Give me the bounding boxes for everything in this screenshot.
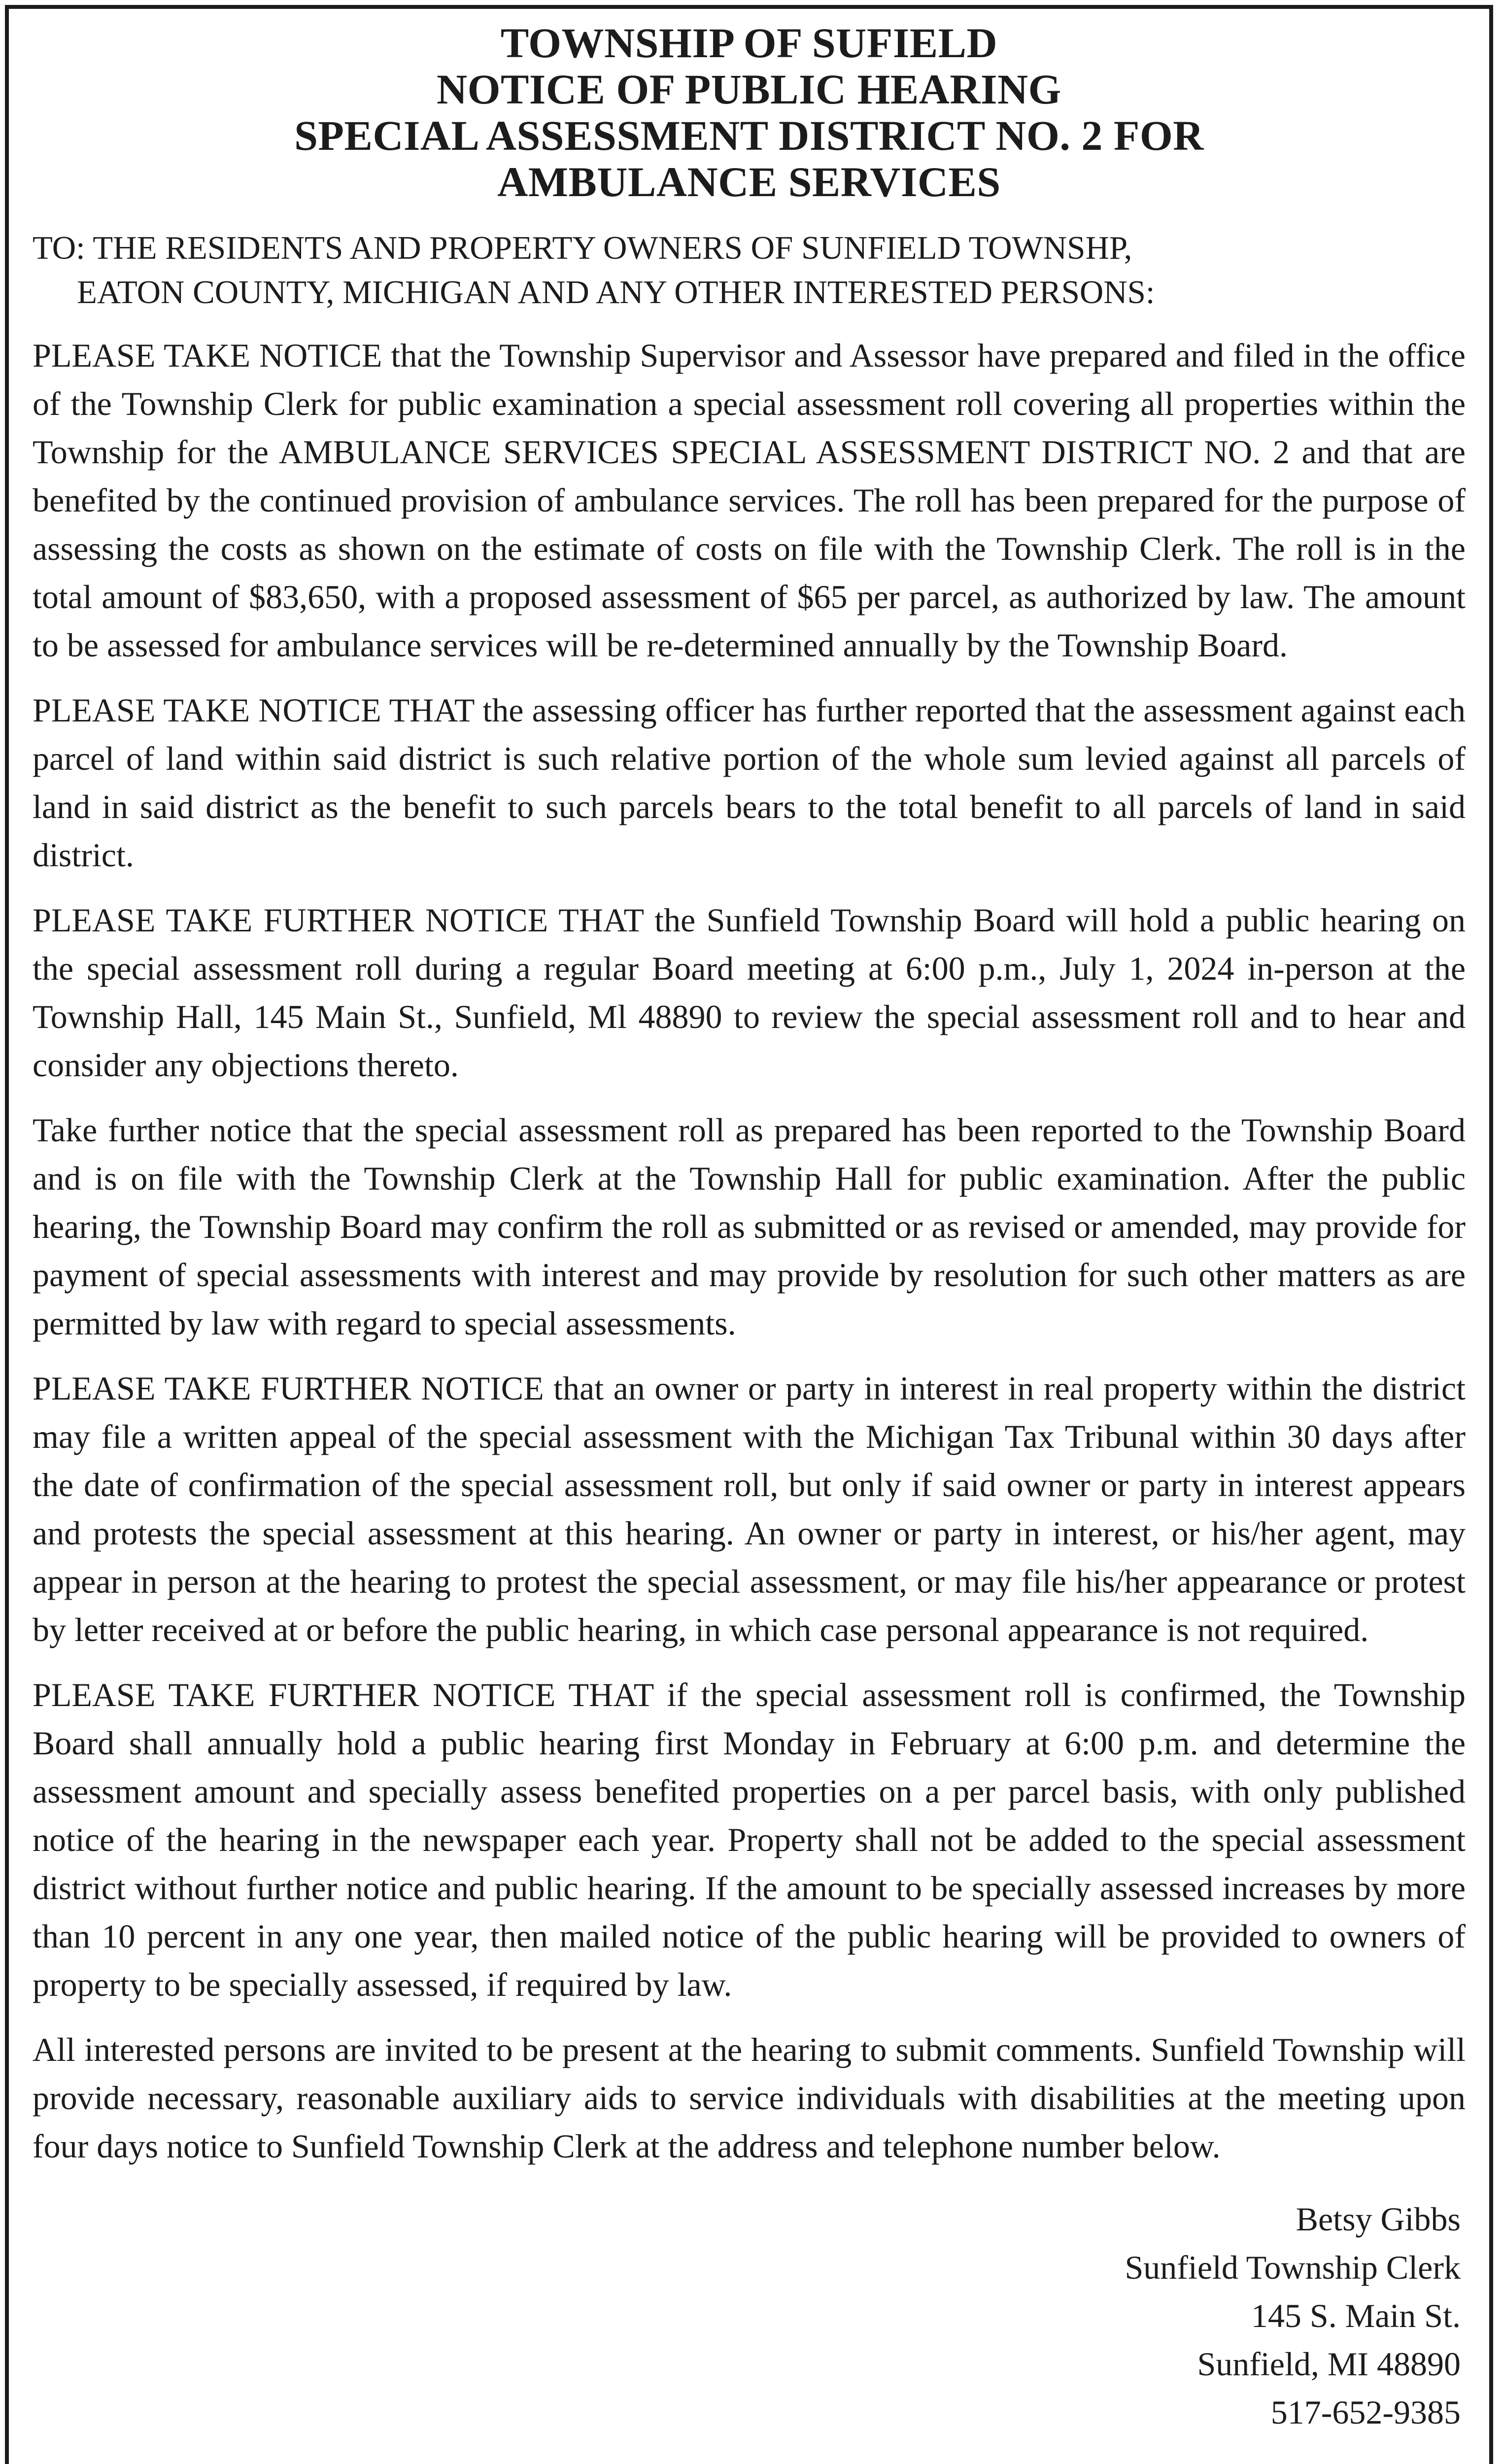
notice-paragraph: PLEASE TAKE FURTHER NOTICE that an owner or party in interest in real property within the district may file a written appeal of the special assessment with the Michigan Tax Tribunal within 30 days after the date of confirmation of the special assessment roll, but only if said owner or party in interest appears and protests the special assessment at this hearing. An owner or party in interest, or his/her agent, may appear in person at the hearing to protest the special assessment, or may file his/her appearance or protest by letter received at or before the public hearing, in which case personal appearance is not required.: [33, 1369, 1466, 1648]
signature-name: Betsy Gibbs: [1296, 2200, 1461, 2238]
public-notice: [5, 5, 1493, 2464]
title-line: AMBULANCE SERVICES: [497, 158, 1001, 205]
signature-street: 145 S. Main St.: [1251, 2297, 1461, 2334]
addressee-line: TO: THE RESIDENTS AND PROPERTY OWNERS OF SUNFIELD TOWNSHP,: [33, 230, 1132, 266]
addressee: [33, 226, 1466, 314]
notice-paragraph: PLEASE TAKE FURTHER NOTICE THAT if the special assessment roll is confirmed, the Township Board shall annually hold a public hearing first Monday in February at 6:00 p.m. and determine the assessment amount and specially assess benefited properties on a per parcel basis, with only published notice of the hearing in the newspaper each year. Property shall not be added to the special assessment district without further notice and public hearing. If the amount to be specially assessed increases by more than 10 percent in any one year, then mailed notice of the public hearing will be provided to owners of property to be specially assessed, if required by law.: [33, 1676, 1466, 2003]
notice-title: [9, 20, 1489, 205]
notice-paragraph: All interested persons are invited to be present at the hearing to submit comments. Sunfield Township will provide necessary, reasonable auxiliary aids to service individuals with disabilities at the meeting upon four days notice to Sunfield Township Clerk at the address and telephone number below.: [33, 2031, 1466, 2165]
signature-phone: 517-652-9385: [1270, 2394, 1461, 2431]
signature-city: Sunfield, MI 48890: [1197, 2345, 1461, 2383]
title-line: SPECIAL ASSESSMENT DISTRICT NO. 2 FOR: [294, 112, 1204, 159]
notice-paragraph: PLEASE TAKE FURTHER NOTICE THAT the Sunfield Township Board will hold a public hearing on the special assessment roll during a regular Board meeting at 6:00 p.m., July 1, 2024 in-person at the Township Hall, 145 Main St., Sunfield, Ml 48890 to review the special assessment roll and to hear and consider any objections thereto.: [33, 901, 1466, 1084]
signature-block: [9, 2195, 1461, 2436]
notice-paragraph: PLEASE TAKE NOTICE THAT the assessing officer has further reported that the assessment against each parcel of land within said district is such relative portion of the whole sum levied against all parcels of land in said district as the benefit to such parcels bears to the total benefit to all parcels of land in said district.: [33, 691, 1466, 874]
title-line: NOTICE OF PUBLIC HEARING: [437, 66, 1061, 113]
title-line: TOWNSHIP OF SUFIELD: [500, 19, 998, 67]
notice-paragraph: Take further notice that the special assessment roll as prepared has been reported to the Township Board and is on file with the Township Clerk at the Township Hall for public examination. After the public hearing, the Township Board may confirm the roll as submitted or as revised or amended, may provide for payment of special assessments with interest and may provide by resolution for such other matters as are permitted by law with regard to special assessments.: [33, 1111, 1466, 1342]
signature-title: Sunfield Township Clerk: [1125, 2249, 1461, 2286]
notice-paragraph: PLEASE TAKE NOTICE that the Township Supervisor and Assessor have prepared and filed in the office of the Township Clerk for public examination a special assessment roll covering all properties within the Township for the AMBULANCE SERVICES SPECIAL ASSESSMENT DISTRICT NO. 2 and that are benefited by the continued provision of ambulance services. The roll has been prepared for the purpose of assessing the costs as shown on the estimate of costs on file with the Township Clerk. The roll is in the total amount of $83,650, with a proposed assessment of $65 per parcel, as authorized by law. The amount to be assessed for ambulance services will be re-determined annually by the Township Board.: [33, 337, 1466, 664]
addressee-line: EATON COUNTY, MICHIGAN AND ANY OTHER INTERESTED PERSONS:: [77, 274, 1155, 310]
